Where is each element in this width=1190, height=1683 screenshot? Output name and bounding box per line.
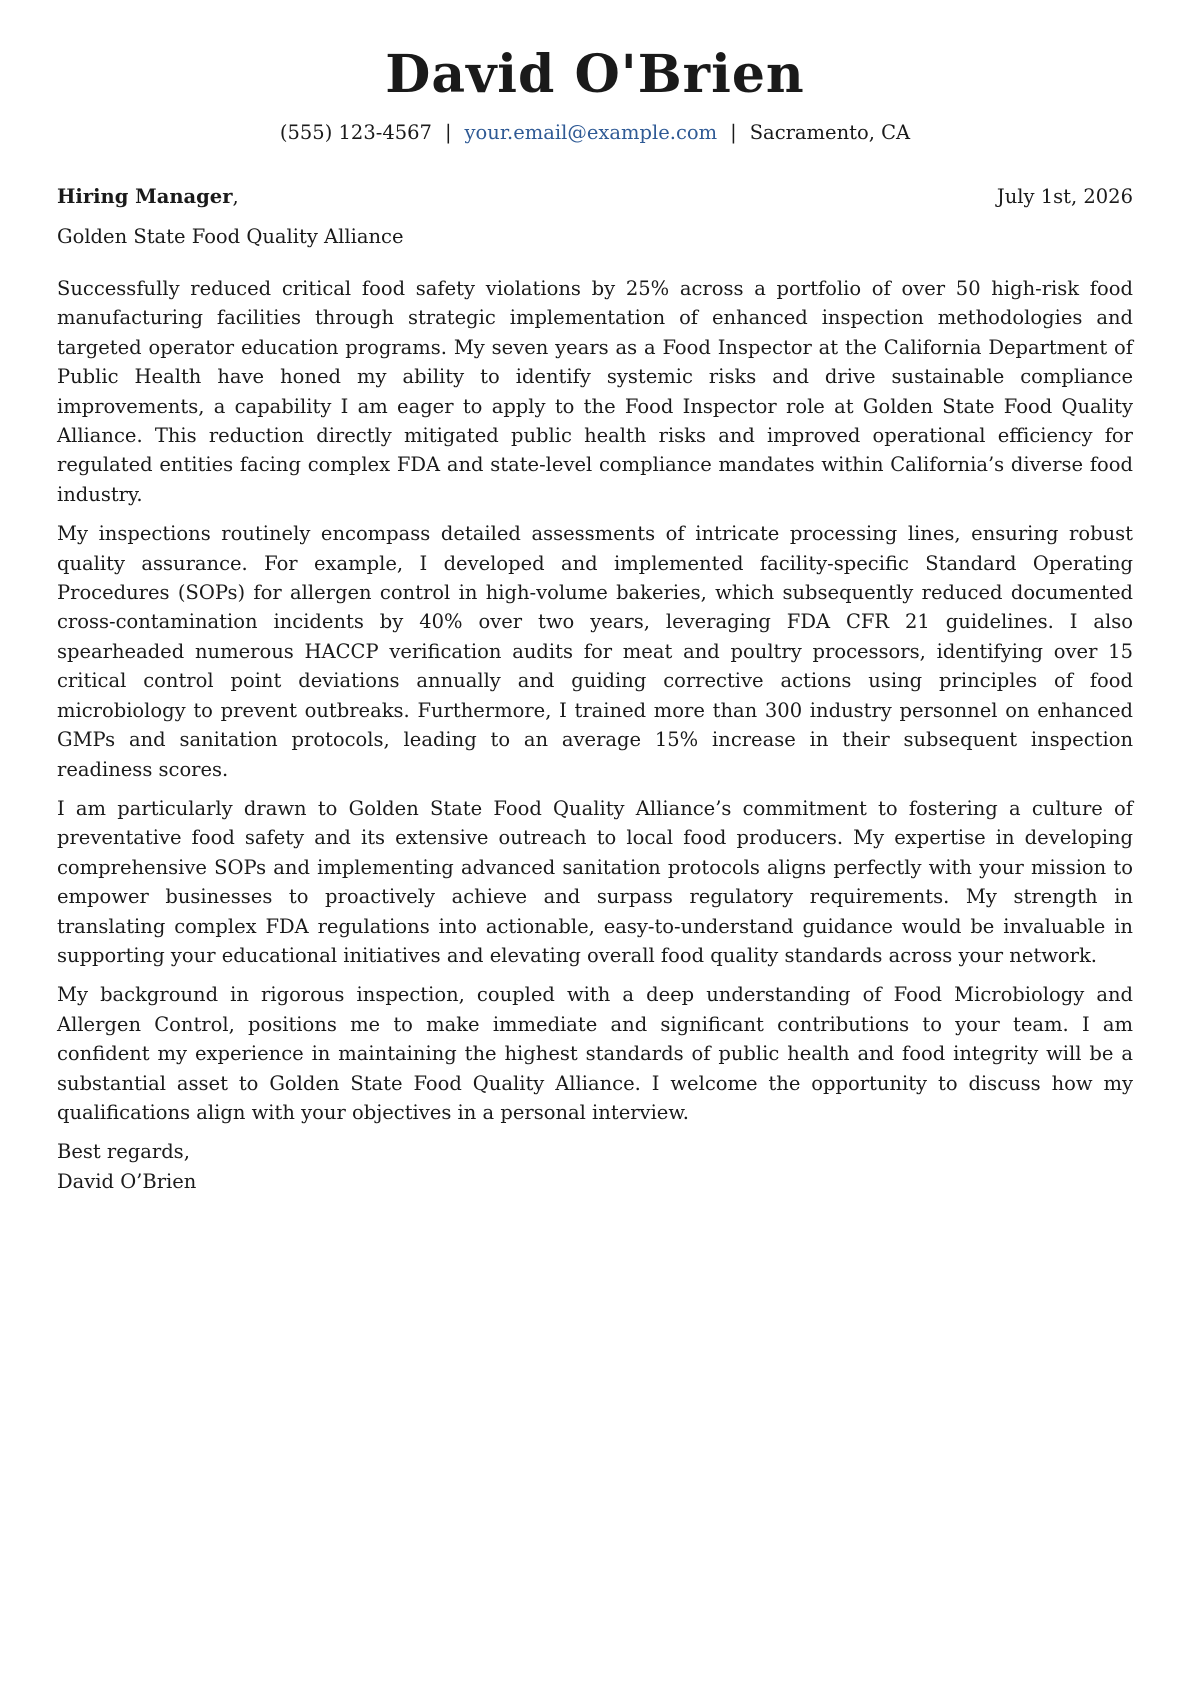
body-paragraph: My inspections routinely encompass detailed assessments of intricate processing lines, ensuring robust quality assurance. For example, I developed and implemented facility-specific Standard Operating Procedures (SOPs) for allergen control in high-volume bakeries, which subsequently reduced documented cross-contamination incidents by 40% over two years, leveraging FDA CFR 21 guidelines. I also spearheaded numerous HACCP verification audits for meat and poultry processors, identifying over 15 critical control point deviations annually and guiding corrective actions using principles of food microbiology to prevent outbreaks. Furthermore, I trained more than 300 industry personnel on enhanced GMPs and sanitation protocols, leading to an average 15% increase in their subsequent inspection readiness scores. [57, 522, 1133, 781]
location: Sacramento, CA [749, 121, 911, 144]
salutation-row [57, 184, 1133, 210]
salutation [57, 184, 239, 210]
phone-number: (555) 123-4567 [279, 121, 432, 144]
body-paragraph: My background in rigorous inspection, coupled with a deep understanding of Food Microbiology and Allergen Control, positions me to make immediate and significant contributions to your team. I am confident my experience in maintaining the highest standards of public health and food integrity will be a substantial asset to Golden State Food Quality Alliance. I welcome the opportunity to discuss how my qualifications align with your objectives in a personal interview. [57, 983, 1133, 1124]
contact-separator: | [444, 121, 452, 144]
contact-line [57, 120, 1133, 146]
signature: David O’Brien [57, 1169, 197, 1193]
recipient-company: Golden State Food Quality Alliance [57, 225, 404, 248]
letter-header [57, 0, 1133, 146]
salutation-comma: , [232, 185, 239, 208]
applicant-name: David O'Brien [385, 44, 805, 105]
recipient-name: Hiring Manager [57, 185, 233, 208]
letter-date: July 1st, 2026 [996, 185, 1133, 208]
contact-separator: | [730, 121, 737, 144]
email-link[interactable]: your.email@example.com [464, 121, 718, 144]
valediction: Best regards, [57, 1140, 190, 1164]
body-paragraph: I am particularly drawn to Golden State Food Quality Alliance’s commitment to fostering a culture of preventative food safety and its extensive outreach to local food producers. My expertise in developing comprehensive SOPs and implementing advanced sanitation protocols aligns perfectly with your mission to empower businesses to proactively achieve and surpass regulatory requirements. My strength in translating complex FDA regulations into actionable, easy-to-understand guidance would be invaluable in supporting your educational initiatives and elevating overall food quality standards across your network. [57, 796, 1133, 967]
letter-closing [57, 1137, 1133, 1196]
body-paragraph: Successfully reduced critical food safety violations by 25% across a portfolio of over 50 high-risk food manufacturing facilities through strategic implementation of enhanced inspection methodologies and targeted operator education programs. My seven years as a Food Inspector at the California Department of Public Health have honed my ability to identify systemic risks and drive sustainable compliance improvements, a capability I am eager to apply to the Food Inspector role at Golden State Food Quality Alliance. This reduction directly mitigated public health risks and improved operational efficiency for regulated entities facing complex FDA and state-level compliance mandates within California’s diverse food industry. [57, 277, 1133, 506]
letter-body [57, 274, 1133, 1127]
